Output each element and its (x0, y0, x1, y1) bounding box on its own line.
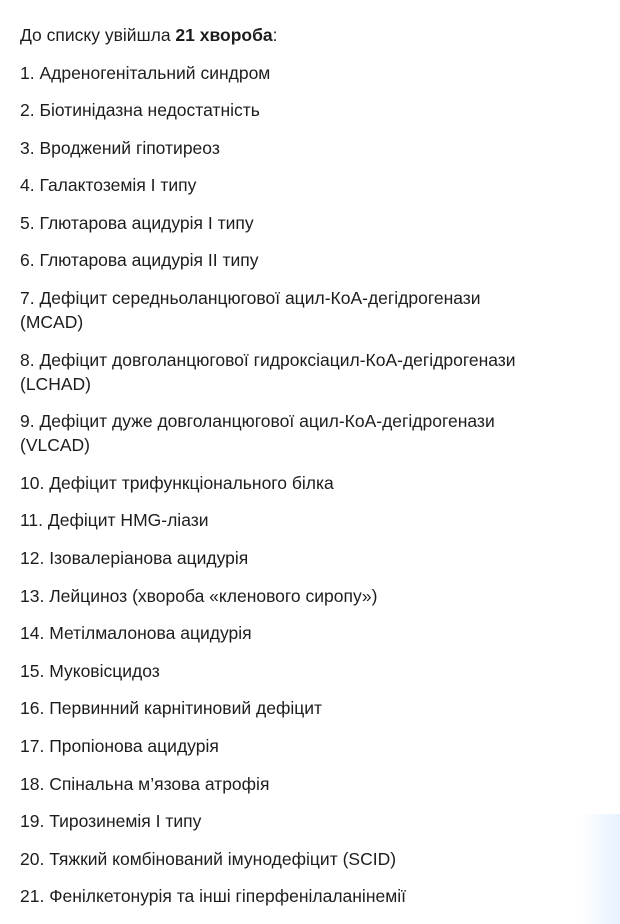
corner-glow (580, 814, 620, 924)
list-item: 10. Дефіцит трифункціонального білка (20, 472, 334, 493)
list-item: 13. Лейциноз (хвороба «кленового сиропу») (20, 585, 378, 606)
heading-suffix: : (272, 25, 278, 45)
heading-count: 21 хвороба (175, 25, 273, 45)
list-item: 7. Дефіцит середньоланцюгової ацил-КоА-дегідрогенази (MCAD) (20, 288, 481, 333)
list-item: 19. Тирозинемія I типу (20, 811, 202, 832)
list-item: 5. Глютарова ацидурія I типу (20, 212, 254, 233)
list-item: 12. Ізовалеріанова ацидурія (20, 548, 249, 569)
heading-prefix: До списку увійшла (20, 25, 176, 45)
list-item: 11. Дефіцит HMG-ліази (20, 510, 209, 531)
list-item: 21. Фенілкетонурія та інші гіперфенілаланінемії (20, 886, 406, 907)
document (20, 23, 610, 922)
list-item: 9. Дефіцит дуже довголанцюгової ацил-КоА-дегідрогенази (VLCAD) (20, 411, 495, 456)
list-item: 1. Адреногенітальний синдром (20, 62, 271, 83)
list-item: 15. Муковісцидоз (20, 660, 160, 681)
list-item: 2. Біотинідазна недостатність (20, 100, 260, 121)
list-item: 17. Пропіонова ацидурія (20, 736, 219, 756)
list-item: 8. Дефіцит довголанцюгової гидроксіацил-КоА-дегідрогенази (LCHAD) (20, 349, 516, 394)
list-item: 18. Спінальна м’язова атрофія (20, 773, 270, 794)
disease-list (20, 61, 610, 909)
list-item: 16. Первинний карнітиновий дефіцит (20, 698, 323, 719)
list-item: 20. Тяжкий комбінований імунодефіцит (SCID) (20, 848, 397, 869)
list-item: 3. Вроджений гіпотиреоз (20, 137, 220, 158)
list-item: 6. Глютарова ацидурія II типу (20, 250, 259, 271)
list-item: 14. Метілмалонова ацидурія (20, 623, 252, 644)
list-item: 4. Галактоземія I типу (20, 175, 197, 196)
list-heading (20, 23, 610, 47)
